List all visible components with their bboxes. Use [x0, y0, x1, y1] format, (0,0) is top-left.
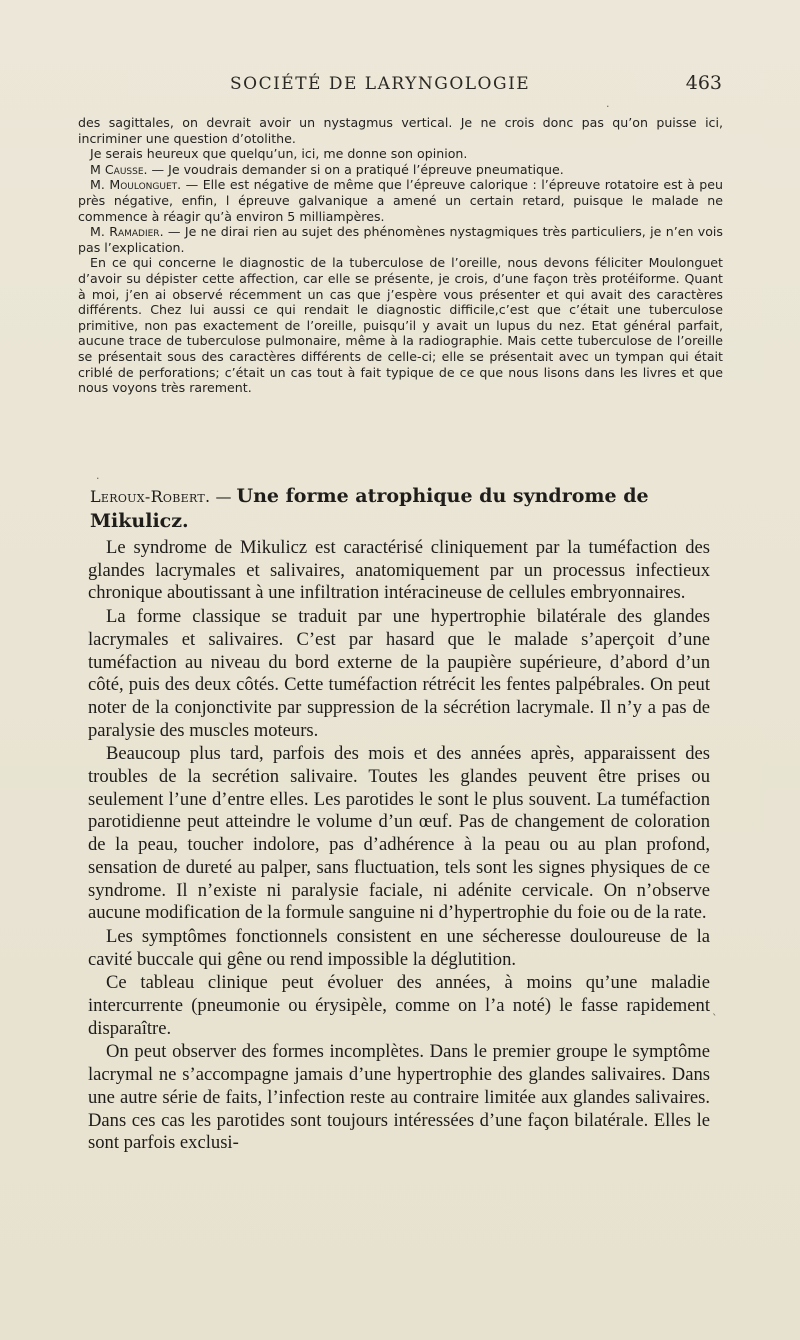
discussion-paragraph	[78, 177, 723, 224]
article-title: Une forme atrophique du syndrome de Mikulicz.	[90, 485, 649, 532]
article-paragraph: On peut observer des formes incomplètes. Dans le premier groupe le symptôme lacrymal ne s’accompagne jamais d’une hypertrophie des glandes salivaires. Dans une autre série de faits, l’infection reste au contraire limitée aux glandes salivaires. Dans ces cas les parotides sont toujours intéressées d’une façon bilatérale. Elles le sont parfois exclusi-	[88, 1041, 710, 1154]
page-number: 463	[685, 72, 722, 94]
article-paragraph: Beaucoup plus tard, parfois des mois et des années après, apparaissent des troubles de la secrétion salivaire. Toutes les glandes peuvent être prises ou seulement l’une d’entre elles. Les parotides le sont le plus souvent. La tuméfaction parotidienne peut atteindre le volume d’un œuf. Pas de changement de coloration de la peau, toucher indolore, pas d’adhérence à la peau ou au plan profond, sensation de dureté au palper, sans fluctuation, tels sont les signes physiques de ce syndrome. Il n’existe ni paralysie faciale, ni adénite cervicale. On n’observe aucune modification de la formule sanguine ni d’hypertrophie du foie ou de la rate.	[88, 743, 710, 924]
article-body	[88, 537, 710, 1156]
speaker-name: M Causse.	[90, 161, 148, 177]
discussion-paragraph	[78, 162, 723, 178]
article-paragraph: La forme classique se traduit par une hypertrophie bilatérale des glandes lacrymales et salivaires. C’est par hasard que le malade s’aperçoit d’une tuméfaction au niveau du bord externe de la paupière supérieure, d’abord d’un côté, puis des deux côtés. Cette tuméfaction rétrécit les fentes palpébrales. On peut noter de la conjonctivite par suppression de la sécrétion lacrymale. Il n’y a pas de paralysie des muscles moteurs.	[88, 606, 710, 741]
discussion-paragraph: En ce qui concerne le diagnostic de la tuberculose de l’oreille, nous devons féliciter Moulonguet d’avoir su dépister cette affection, car elle se présente, je crois, d’une façon très protéiforme. Quant à moi, j’en ai observé récemment un cas que j’espère vous présenter et qui avait des caractères différents. Chez lui aussi ce qui rendait le diagnostic difficile,c’est que c’était une tuberculose primitive, non pas exactement de l’oreille, puisqu’il y avait un lupus du nez. Etat général parfait, aucune trace de tuberculose pulmonaire, même à la radiographie. Mais cette tuberculose de l’oreille se présentait sous des caractères différents de celle-ci; elle se présentait avec un tympan qui était criblé de perforations; c’était un cas tout à fait typique de ce que nous lisons dans les livres et que nous voyons très rarement.	[78, 255, 723, 396]
print-speck: `	[712, 1012, 718, 1025]
title-dash: —	[210, 487, 237, 506]
print-speck: ·	[96, 472, 100, 485]
page-header	[80, 74, 722, 98]
running-head: SOCIÉTÉ DE LARYNGOLOGIE	[230, 74, 531, 94]
article-paragraph: Les symptômes fonctionnels consistent en une sécheresse douloureuse de la cavité buccale qui gêne ou rend impossible la déglutition.	[88, 925, 710, 970]
print-speck: ·	[606, 100, 610, 113]
discussion-section	[78, 115, 723, 396]
speaker-name: M. Moulonguet.	[90, 177, 182, 193]
article-paragraph: Ce tableau clinique peut évoluer des années, à moins qu’une maladie intercurrente (pneumonie ou érysipèle, comme on l’a noté) le fasse rapidement disparaître.	[88, 972, 710, 1039]
article-author: Leroux-Robert.	[90, 487, 211, 506]
article-paragraph: Le syndrome de Mikulicz est caractérisé cliniquement par la tuméfaction des glandes lacrymales et salivaires, anatomiquement par un processus infectieux chronique aboutissant à une infiltration intéracineuse de cellules embryonnaires.	[88, 537, 710, 604]
speaker-remark: — Je ne dirai rien au sujet des phénomènes nystagmiques très particuliers, je n’en vois pas l’explication.	[78, 224, 723, 255]
speaker-remark: — Je voudrais demander si on a pratiqué l’épreuve pneumatique.	[147, 161, 564, 177]
speaker-remark: — Elle est négative de même que l’épreuve calorique : l’épreuve rotatoire est à peu près négative, enfin, l épreuve galvanique a amené un certain retard, puisque le malade ne commence à réagir qu’à environ 5 milliampères.	[78, 177, 723, 224]
discussion-paragraph	[78, 224, 723, 255]
article-heading	[90, 484, 722, 534]
discussion-paragraph: des sagittales, on devrait avoir un nystagmus vertical. Je ne crois donc pas qu’on puisse ici, incriminer une question d’otolithe.	[78, 115, 723, 146]
discussion-paragraph: Je serais heureux que quelqu’un, ici, me donne son opinion.	[90, 146, 468, 162]
speaker-name: M. Ramadier.	[90, 224, 164, 240]
